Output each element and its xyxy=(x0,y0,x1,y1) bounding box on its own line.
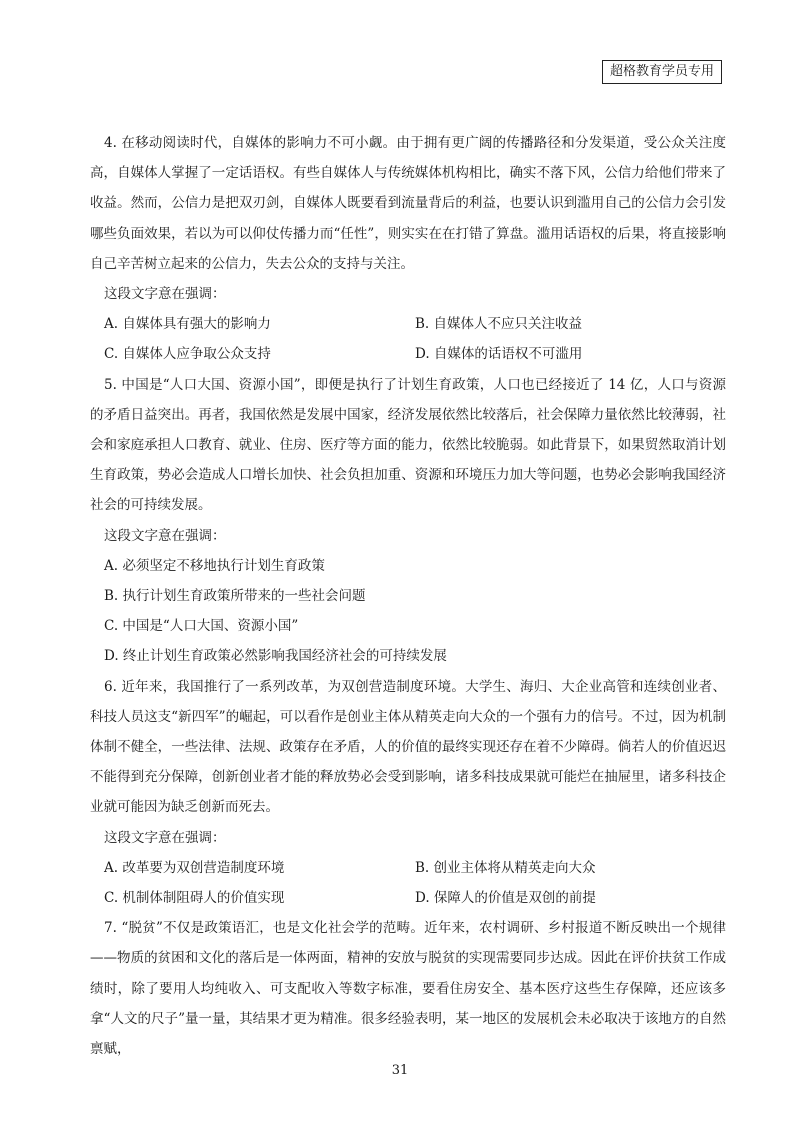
question-prompt: 这段文字意在强调： xyxy=(104,829,226,846)
option-row xyxy=(90,309,726,339)
option-row xyxy=(90,853,726,883)
question-4 xyxy=(90,128,726,370)
question-stem: 7. “脱贫”不仅是政策语汇，也是文化社会学的范畴。近年来，农村调研、乡村报道不断反映出一个规律——物质的贫困和文化的落后是一体两面，精神的安放与脱贫的实现需要同步达成。因此在评价扶贫工作成绩时，除了要用人均纯收入、可支配收入等数字标准，要看住房安全、基本医疗这些生存保障，还应该多拿“人文的尺子”量一量，其结果才更为精准。很多经验表明，某一地区的发展机会未必取决于该地方的自然禀赋， xyxy=(90,920,726,1058)
option-row xyxy=(90,883,726,913)
question-stem: 5. 中国是“人口大国、资源小国”，即便是执行了计划生育政策，人口也已经接近了 14 亿，人口与资源的矛盾日益突出。再者，我国依然是发展中国家，经济发展依然比较落后，社会保障力量依然比较薄弱，社会和家庭承担人口教育、就业、住房、医疗等方面的能力，依然比较脆弱。如此背景下，如果贸然取消计划生育政策，势必会造成人口增长加快、社会负担加重、资源和环境压力加大等问题，也势必会影响我国经济社会的可持续发展。 xyxy=(90,376,726,514)
option-c: C. 机制体制阻碍人的价值实现 xyxy=(104,890,285,907)
question-5 xyxy=(90,370,726,672)
option-row xyxy=(90,339,726,369)
page-content xyxy=(90,128,726,1064)
question-prompt: 这段文字意在强调： xyxy=(104,527,226,544)
option-b: B. 创业主体将从精英走向大众 xyxy=(415,859,596,876)
option-c: C. 自媒体人应争取公众支持 xyxy=(104,346,271,363)
option-c: C. 中国是“人口大国、资源小国” xyxy=(104,618,299,635)
option-d: D. 终止计划生育政策必然影响我国经济社会的可持续发展 xyxy=(104,648,447,665)
option-d: D. 自媒体的话语权不可滥用 xyxy=(415,346,583,363)
option-a: A. 改革要为双创营造制度环境 xyxy=(104,859,285,876)
page-number: 31 xyxy=(391,1063,409,1078)
question-stem: 4. 在移动阅读时代，自媒体的影响力不可小觑。由于拥有更广阔的传播路径和分发渠道，受公众关注度高，自媒体人掌握了一定话语权。有些自媒体人与传统媒体机构相比，确实不落下风，公信力给他们带来了收益。然而，公信力是把双刃剑，自媒体人既要看到流量背后的利益，也要认识到滥用自己的公信力会引发哪些负面效果，若以为可以仰仗传播力而“任性”，则实实在在打错了算盘。滥用话语权的后果，将直接影响自己辛苦树立起来的公信力，失去公众的支持与关注。 xyxy=(90,135,726,272)
option-b: B. 执行计划生育政策所带来的一些社会问题 xyxy=(104,588,366,605)
option-d: D. 保障人的价值是双创的前提 xyxy=(415,890,596,907)
question-prompt: 这段文字意在强调： xyxy=(104,286,226,303)
option-a: A. 必须坚定不移地执行计划生育政策 xyxy=(104,557,325,574)
question-6 xyxy=(90,672,726,914)
question-7 xyxy=(90,913,726,1064)
watermark-stamp: 超格教育学员专用 xyxy=(602,60,722,84)
question-stem: 6. 近年来，我国推行了一系列改革，为双创营造制度环境。大学生、海归、大企业高管和连续创业者、科技人员这支“新四军”的崛起，可以看作是创业主体从精英走向大众的一个强有力的信号。不过，因为机制体制不健全，一些法律、法规、政策存在矛盾，人的价值的最终实现还存在着不少障碍。倘若人的价值迟迟不能得到充分保障，创新创业者才能的释放势必会受到影响，诸多科技成果就可能烂在抽屉里，诸多科技企业就可能因为缺乏创新而死去。 xyxy=(90,678,726,816)
option-a: A. 自媒体具有强大的影响力 xyxy=(104,316,271,333)
option-b: B. 自媒体人不应只关注收益 xyxy=(415,316,583,333)
